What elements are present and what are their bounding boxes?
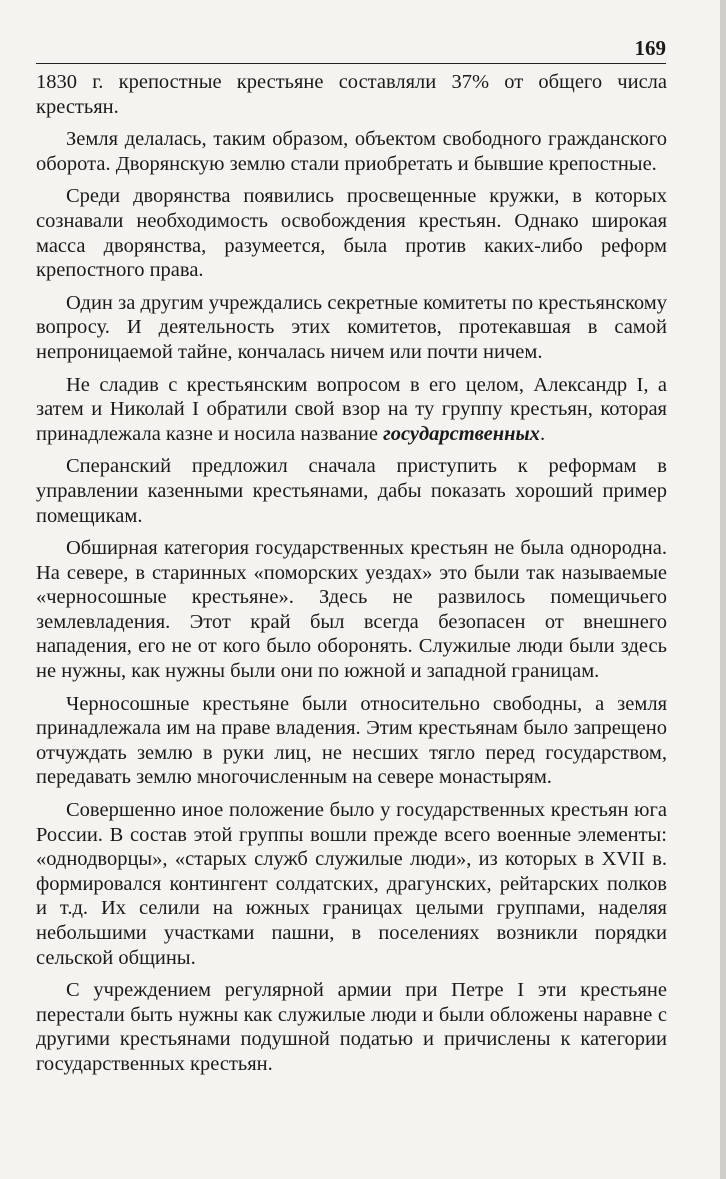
paragraph-5-text: Не сладив с крестьянским вопросом в его целом, Александр I, а затем и Николай I обратили свой взор на ту группу крестьян, которая принадлежала казне и носила название — [36, 373, 667, 445]
term-state-peasants: государственных — [383, 422, 540, 445]
paragraph-4: Один за другим учреждались секретные комитеты по крестьянскому вопросу. И деятельность этих комитетов, протекавшая в самой непроницаемой тайне, кончалась ничем или почти ничем. — [36, 291, 667, 363]
page-body — [36, 70, 667, 1085]
paragraph-7: Обширная категория государственных крестьян не была однородна. На севере, в старинных «поморских уездах» это были так называемые «черносошные крестьяне». Здесь не развилось помещичьего землевладения. Этот край был всегда безопасен от внешнего нападения, его не от кого было оборонять. Служилые люди были здесь не нужны, как нужны были они по южной и западной границам. — [36, 537, 667, 683]
paragraph-5-end: . — [539, 422, 546, 445]
paragraph-3: Среди дворянства появились просвещенные кружки, в которых сознавали необходимость освобождения крестьян. Однако широкая масса дворянства, разумеется, была против каких-либо реформ крепостного права. — [36, 185, 667, 282]
paragraph-6: Сперанский предложил сначала приступить к реформам в управлении казенными крестьянами, дабы показать хороший пример помещикам. — [36, 455, 667, 527]
paragraph-2: Земля делалась, таким образом, объектом свободного гражданского оборота. Дворянскую землю стали приобретать и бывшие крепостные. — [36, 128, 667, 175]
paragraph-10: С учреждением регулярной армии при Петре I эти крестьяне перестали быть нужны как служилые люди и были обложены наравне с другими крестьянами подушной податью и причислены к категории государственных крестьян. — [36, 979, 667, 1075]
paragraph-1: 1830 г. крепостные крестьяне составляли 37% от общего числа крестьян. — [36, 71, 667, 118]
paragraph-8: Черносошные крестьяне были относительно свободны, а земля принадлежала им на праве владения. Этим крестьянам было запрещено отчуждать землю в руки лиц, не несших тягло перед государством, передавать землю многочисленным на севере монастырям. — [36, 692, 667, 789]
header-rule — [36, 63, 666, 64]
paragraph-9: Совершенно иное положение было у государственных крестьян юга России. В состав этой группы вошли прежде всего военные элементы: «однодворцы», «старых служб служилые люди», из которых в XVII в. формировался контингент солдатских, драгунских, рейтарских полков и т.д. Их селили на южных границах целыми группами, наделяя небольшими участками пашни, в поселениях возникли порядки сельской общины. — [36, 799, 667, 969]
page-number: 169 — [634, 36, 666, 60]
paragraph-5 — [36, 373, 667, 447]
page-edge-shadow — [720, 0, 726, 1179]
